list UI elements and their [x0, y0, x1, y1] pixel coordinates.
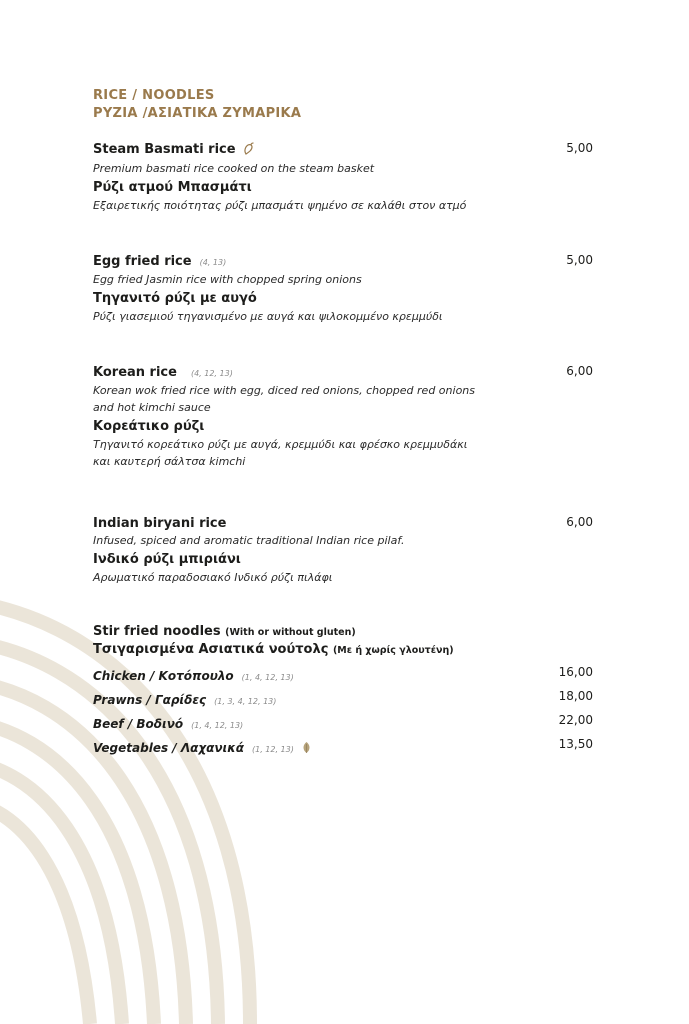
dish-price: 6,00	[566, 364, 593, 378]
dish-name: Korean rice	[93, 365, 177, 380]
dish-name: Egg fried rice	[93, 254, 192, 269]
chili-icon	[243, 142, 255, 160]
noodles-note-en: (With or without gluten)	[225, 627, 356, 638]
option-price: 18,00	[558, 689, 593, 703]
dish-name: Indian biryani rice	[93, 516, 227, 531]
noodles-title-gr: Τσιγαρισμένα Ασιατικά νούτολς	[93, 642, 329, 657]
dish-price: 5,00	[566, 141, 593, 155]
menu-item-steam-basmati	[93, 141, 593, 214]
allergens: (1, 12, 13)	[251, 745, 294, 754]
noodles-option-chicken	[93, 665, 593, 683]
dish-description-gr-line1: Τηγανιτό κορεάτικο ρύζι με αυγά, κρεμμύδι και φρέσκο κρεμμυδάκι	[93, 438, 468, 451]
dish-description-en-line2: and hot kimchi sauce	[93, 401, 211, 414]
section-title-gr: ΡΥΖΙΑ /ΑΣΙΑΤΙΚΑ ΖΥΜΑΡΙΚΑ	[93, 106, 302, 121]
dish-name: Steam Basmati rice	[93, 142, 236, 157]
leaf-icon	[302, 739, 311, 758]
option-name: Beef / Βοδινό	[93, 717, 184, 731]
allergens: (1, 3, 4, 12, 13)	[214, 697, 277, 706]
option-price: 13,50	[558, 737, 593, 751]
option-name: Vegetables / Λαχανικά	[93, 741, 244, 755]
dish-description-gr: Ρύζι γιασεμιού τηγανισμένο με αυγά και ψιλοκομμένο κρεμμύδι	[93, 310, 443, 323]
dish-price: 5,00	[566, 253, 593, 267]
dish-description-gr: Αρωματικό παραδοσιακό Ινδικό ρύζι πιλάφι	[93, 571, 333, 584]
dish-description-en: Infused, spiced and aromatic traditional Indian rice pilaf.	[93, 534, 405, 547]
menu-item-indian-biryani	[93, 515, 593, 586]
noodles-option-vegetables	[93, 737, 593, 755]
dish-description-en: Egg fried Jasmin rice with chopped spring onions	[93, 273, 362, 286]
option-price: 16,00	[558, 665, 593, 679]
dish-name-gr: Κορεάτικο ρύζι	[93, 419, 205, 434]
option-price: 22,00	[558, 713, 593, 727]
dish-description-gr: Εξαιρετικής ποιότητας ρύζι μπασμάτι ψημένο σε καλάθι στον ατμό	[93, 199, 467, 212]
allergens: (4, 12, 13)	[190, 369, 233, 378]
allergens: (4, 13)	[199, 258, 227, 267]
section-title-en: RICE / NOODLES	[93, 88, 215, 103]
noodles-option-beef	[93, 713, 593, 731]
option-name: Chicken / Κοτόπουλο	[93, 669, 234, 683]
menu-item-korean-rice	[93, 364, 593, 470]
allergens: (1, 4, 12, 13)	[191, 721, 244, 730]
dish-name-gr: Τηγανιτό ρύζι με αυγό	[93, 291, 257, 306]
menu-item-egg-fried-rice	[93, 253, 593, 325]
noodles-note-gr: (Με ή χωρίς γλουτένη)	[332, 645, 454, 656]
dish-name-gr: Ρύζι ατμού Μπασμάτι	[93, 180, 252, 195]
dish-description-en-line1: Korean wok fried rice with egg, diced red onions, chopped red onions	[93, 384, 475, 397]
allergens: (1, 4, 12, 13)	[241, 673, 294, 682]
dish-description-en: Premium basmati rice cooked on the steam basket	[93, 162, 375, 175]
dish-name-gr: Ινδικό ρύζι μπιριάνι	[93, 552, 241, 567]
dish-price: 6,00	[566, 515, 593, 529]
noodles-title-en: Stir fried noodles	[93, 624, 221, 639]
noodles-header	[93, 623, 593, 659]
dish-description-gr-line2: και καυτερή σάλτσα kimchi	[93, 455, 246, 468]
option-name: Prawns / Γαρίδες	[93, 693, 207, 707]
noodles-option-prawns	[93, 689, 593, 707]
